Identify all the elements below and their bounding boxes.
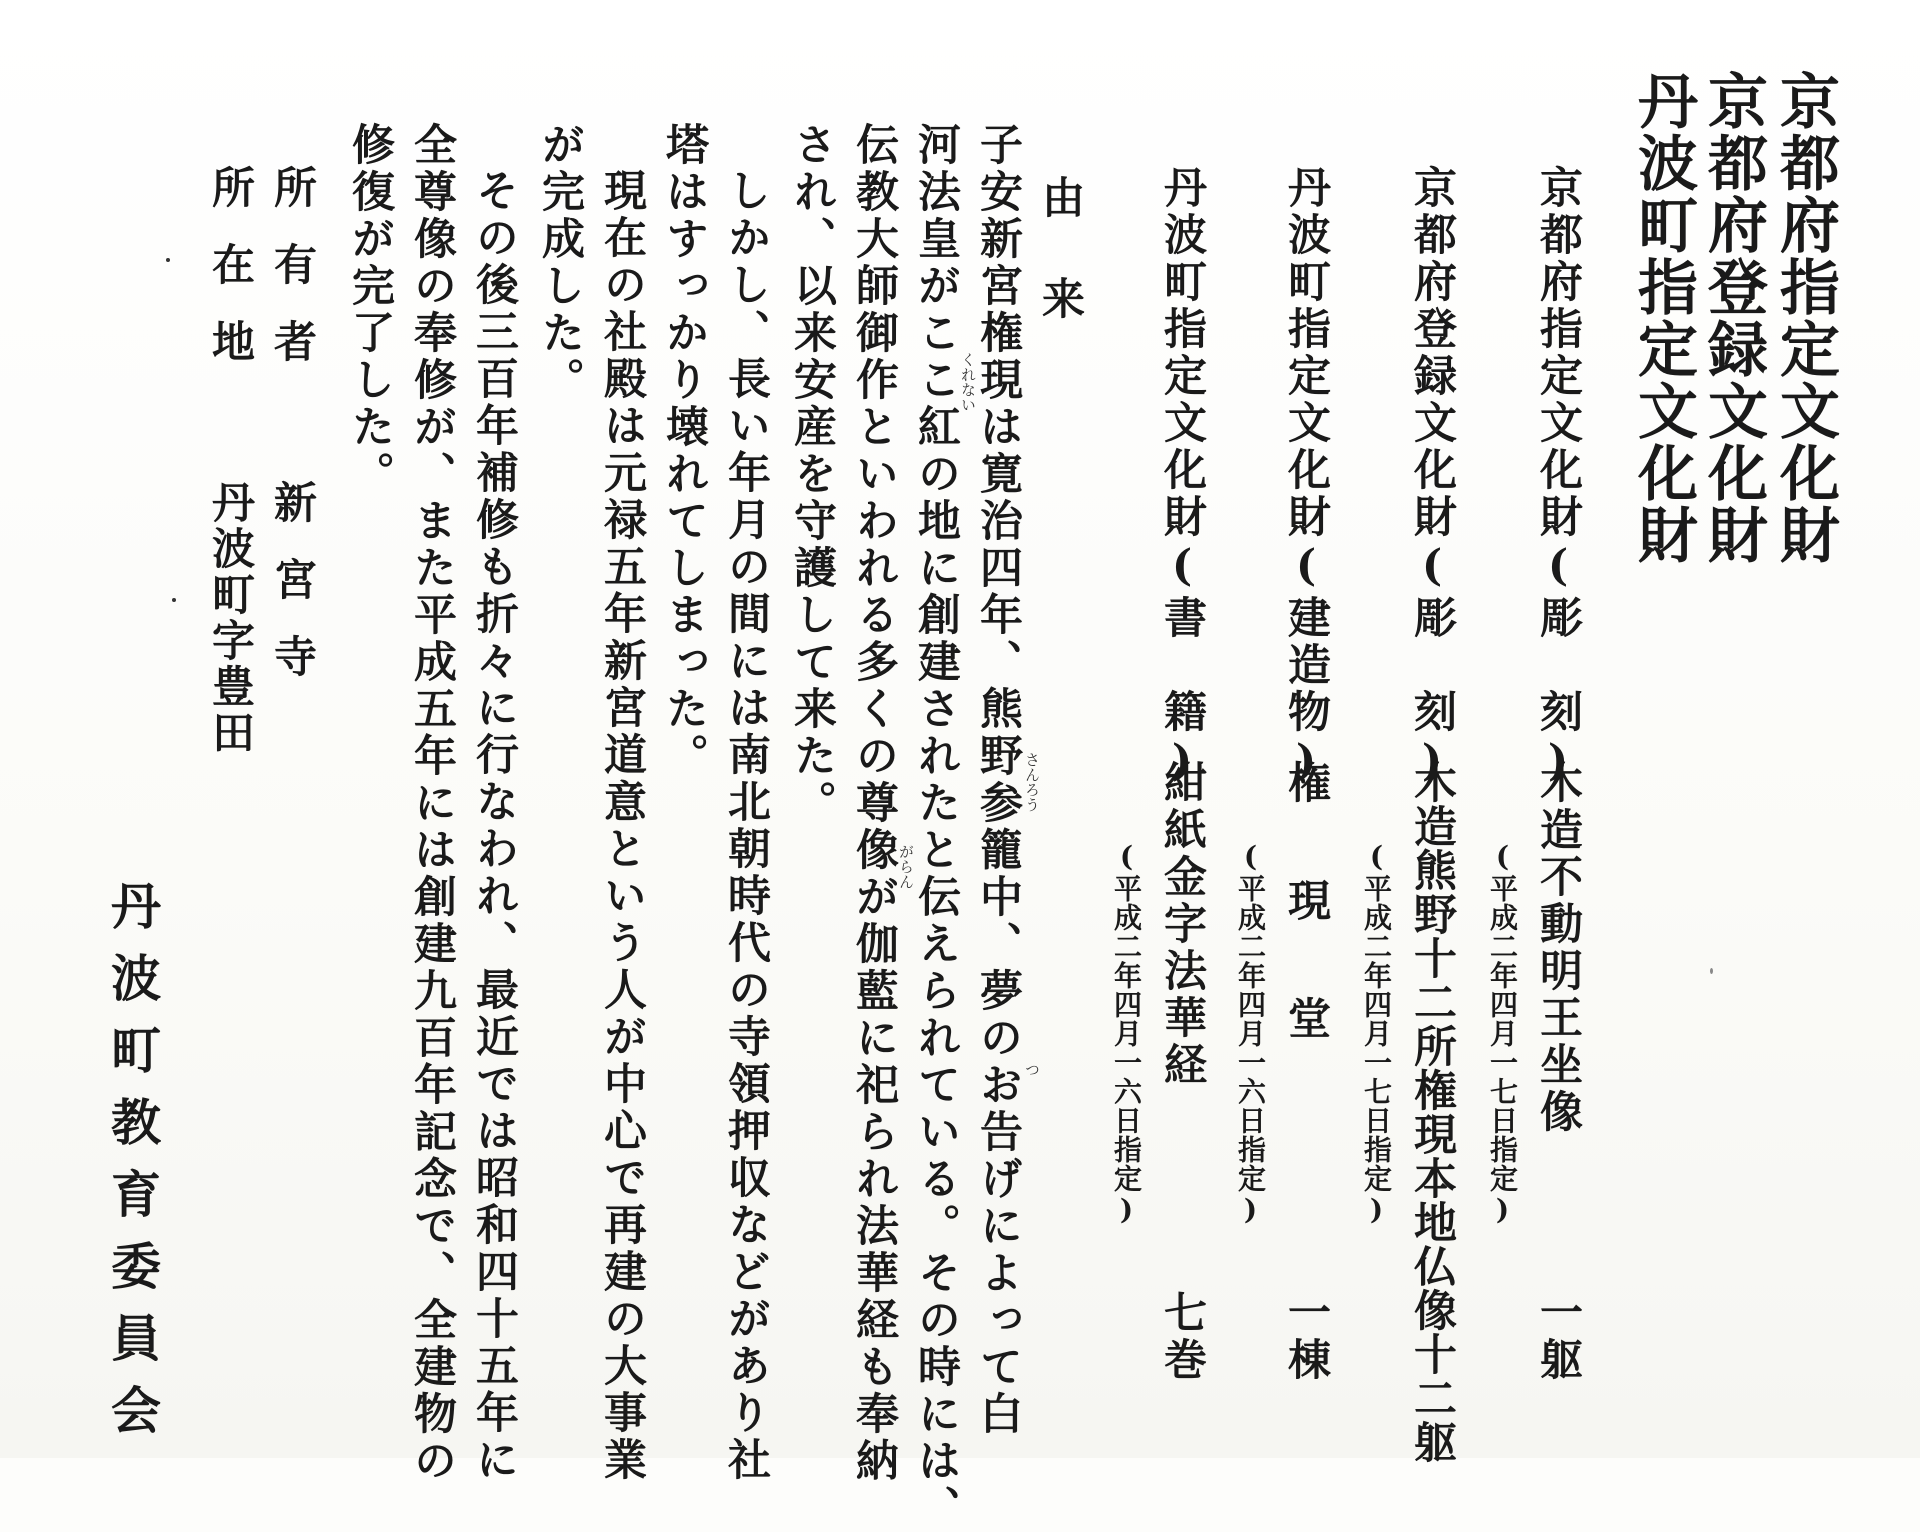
item-count: 一躯	[1533, 1290, 1583, 1384]
item-date: (平成二年四月一七日指定)	[1360, 840, 1393, 1227]
item-name: 木造熊野十二所権現本地仏像十二躯	[1407, 760, 1457, 1464]
board-speck	[166, 258, 170, 262]
origin-line: 伝教大師御作といわれる多くの尊像が伽藍に祀られ法華経も奉納	[849, 122, 899, 1485]
ruby-garan: がらん	[897, 844, 915, 889]
board-speck	[172, 598, 176, 602]
origin-line: 河法皇がここ紅の地に創建されたと伝えられている。その時には、	[911, 122, 961, 1532]
origin-heading: 由来	[1035, 175, 1085, 377]
title-prefectural-registered: 京都府登録文化財	[1698, 70, 1768, 566]
title-prefectural-designated: 京都府指定文化財	[1770, 70, 1840, 566]
origin-line: 子安新宮権現は寛治四年、熊野参籠中、夢のお告げによって白	[973, 122, 1023, 1438]
item-count: 七巻	[1157, 1290, 1207, 1384]
item-category: 丹波町指定文化財(建造物)	[1281, 165, 1331, 790]
item-category: 京都府指定文化財(彫 刻)	[1533, 165, 1583, 790]
ruby-tsuge: つ	[1023, 1062, 1041, 1077]
publisher: 丹波町教育委員会	[103, 880, 162, 1456]
title-town-designated: 丹波町指定文化財	[1628, 70, 1698, 566]
board-speck	[1710, 968, 1713, 974]
origin-line: が完成した。	[535, 122, 585, 404]
ruby-beni: くれない	[959, 352, 977, 412]
origin-line: 全尊像の奉修が、また平成五年には創建九百年記念で、全建物の	[407, 122, 457, 1485]
origin-line: され、以来安産を守護して来た。	[787, 122, 837, 827]
origin-line: しかし、長い年月の間には南北朝時代の寺領押収などがあり社	[721, 168, 771, 1484]
owner-label: 所有者	[267, 165, 317, 396]
item-name: 木造不動明王坐像	[1533, 760, 1583, 1136]
item-category: 丹波町指定文化財(書 籍)	[1157, 165, 1207, 790]
item-date: (平成二年四月一六日指定)	[1110, 840, 1143, 1227]
location-label: 所在地	[205, 165, 255, 396]
origin-line: その後三百年補修も折々に行なわれ、最近では昭和四十五年に	[469, 168, 519, 1484]
origin-line: 修復が完了した。	[345, 122, 395, 498]
origin-line: 塔はすっかり壊れてしまった。	[659, 122, 709, 780]
location-value: 丹波町字豊田	[205, 480, 255, 756]
item-name: 紺紙金字法華経	[1157, 760, 1207, 1089]
ruby-sanro: さんろう	[1023, 752, 1041, 812]
item-date: (平成二年四月一六日指定)	[1234, 840, 1267, 1227]
item-count: 一棟	[1281, 1290, 1331, 1384]
origin-line: 現在の社殿は元禄五年新宮道意という人が中心で再建の大事業	[597, 168, 647, 1484]
owner-value: 新宮寺	[267, 480, 317, 711]
item-date: (平成二年四月一七日指定)	[1486, 840, 1519, 1227]
item-category: 京都府登録文化財(彫 刻)	[1407, 165, 1457, 790]
item-name: 権 現 堂	[1281, 760, 1331, 1055]
